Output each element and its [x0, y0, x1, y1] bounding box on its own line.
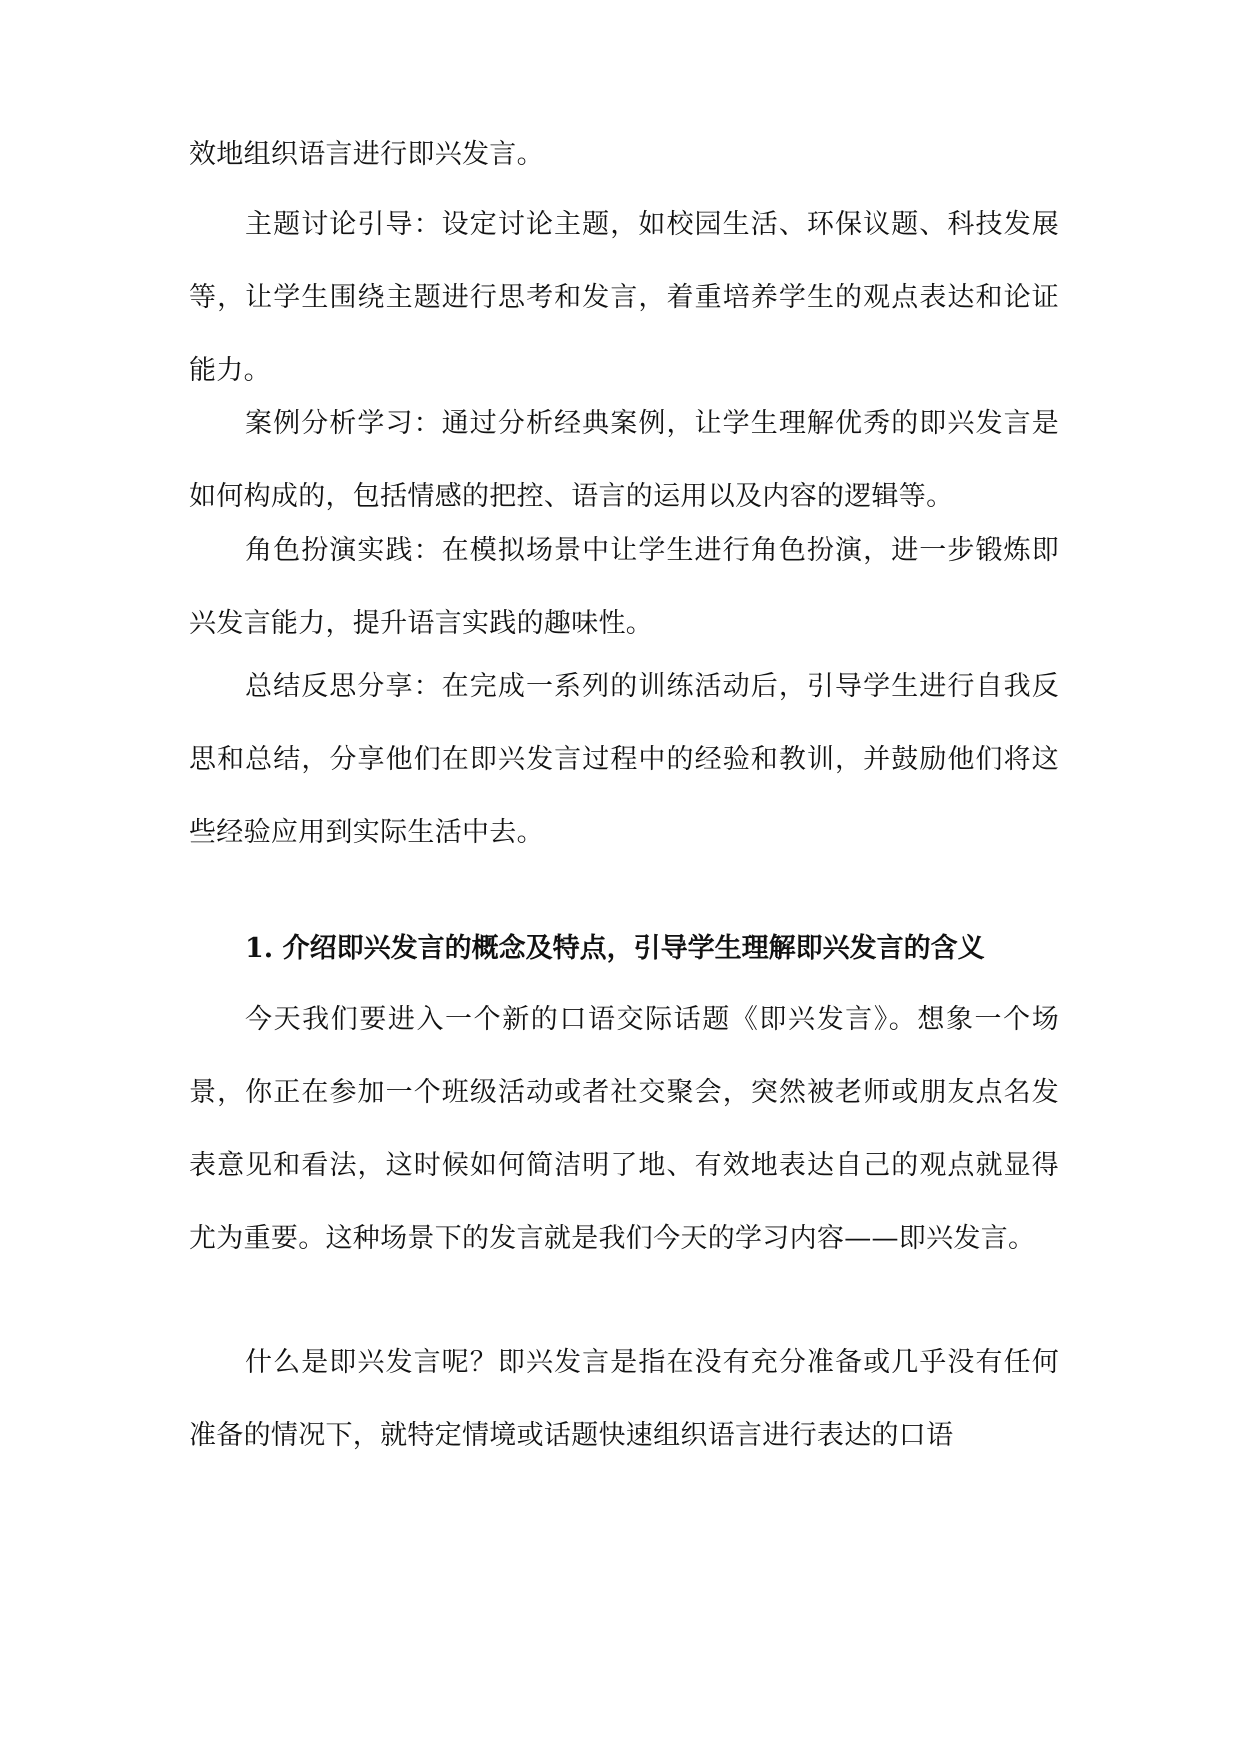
paragraph-continuation: 效地组织语言进行即兴发言。 [189, 139, 544, 170]
paragraph-topic-discussion: 主题讨论引导：设定讨论主题，如校园生活、环保议题、科技发展等，让学生围绕主题进行思考和发言，着重培养学生的观点表达和论证能力。 [189, 209, 1059, 386]
paragraph-summary-reflection: 总结反思分享：在完成一系列的训练活动后，引导学生进行自我反思和总结，分享他们在即兴发言过程中的经验和教训，并鼓励他们将这些经验应用到实际生活中去。 [189, 671, 1059, 848]
paragraph-case-analysis: 案例分析学习：通过分析经典案例，让学生理解优秀的即兴发言是如何构成的，包括情感的把控、语言的运用以及内容的逻辑等。 [189, 408, 1059, 512]
paragraph-role-play: 角色扮演实践：在模拟场景中让学生进行角色扮演，进一步锻炼即兴发言能力，提升语言实践的趣味性。 [189, 535, 1059, 639]
paragraph-definition: 什么是即兴发言呢？即兴发言是指在没有充分准备或几乎没有任何准备的情况下，就特定情境或话题快速组织语言进行表达的口语 [189, 1347, 1059, 1451]
section-heading: 1. 介绍即兴发言的概念及特点，引导学生理解即兴发言的含义 [245, 933, 985, 964]
paragraph-intro-topic: 今天我们要进入一个新的口语交际话题《即兴发言》。想象一个场景，你正在参加一个班级活动或者社交聚会，突然被老师或朋友点名发表意见和看法，这时候如何简洁明了地、有效地表达自己的观点就显得尤为重要。这种场景下的发言就是我们今天的学习内容——即兴发言。 [189, 1004, 1059, 1254]
